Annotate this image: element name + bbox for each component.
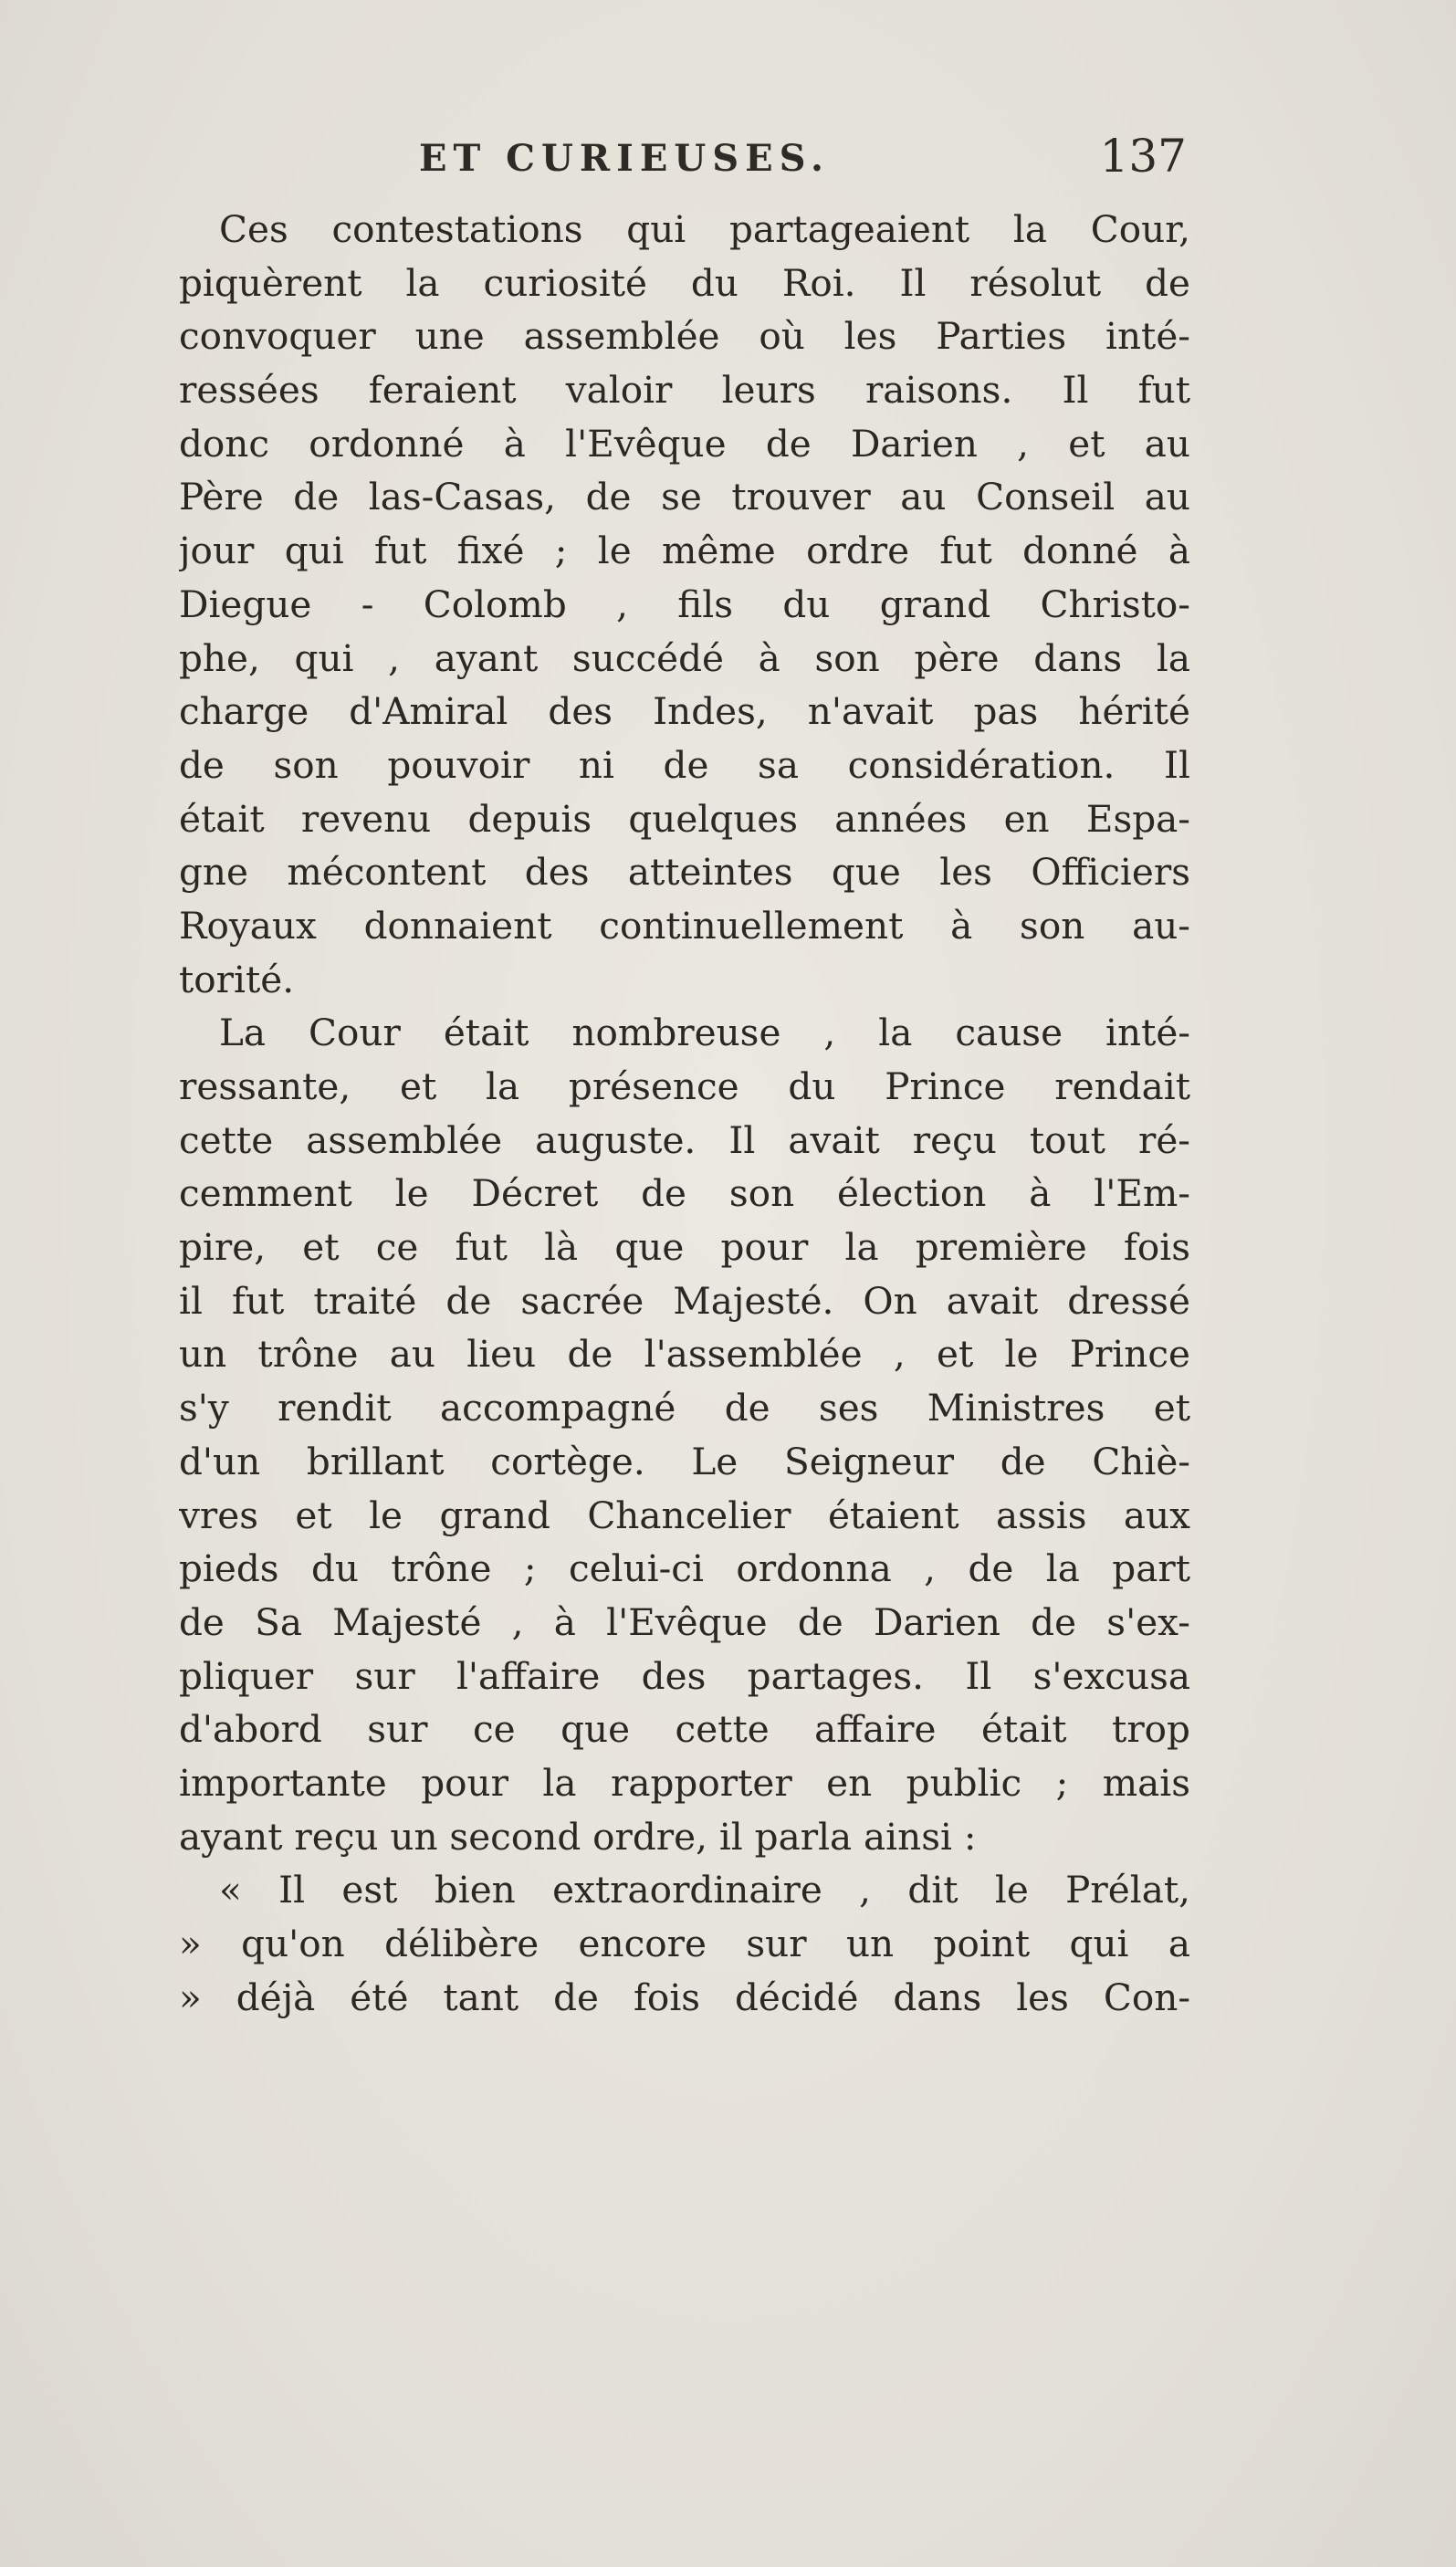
text-line: cette assemblée auguste. Il avait reçu tout ré- (179, 1117, 1190, 1162)
text-line: de son pouvoir ni de sa considération. Il (179, 742, 1190, 787)
text-line: » déjà été tant de fois décidé dans les Con- (179, 1975, 1190, 2019)
text-line: de Sa Majesté , à l'Evêque de Darien de s'ex- (179, 1599, 1190, 1644)
text-line: piquèrent la curiosité du Roi. Il résolut de (179, 260, 1190, 305)
text-line: Ces contestations qui partageaient la Cour, (219, 207, 1190, 251)
text-line: torité. (179, 957, 295, 1001)
text-line: convoquer une assemblée où les Parties inté- (179, 314, 1190, 359)
text-line: importante pour la rapporter en public ; mais (179, 1760, 1190, 1805)
text-line: gne mécontent des atteintes que les Officiers (179, 850, 1190, 895)
text-line: un trône au lieu de l'assemblée , et le Prince (179, 1332, 1190, 1377)
text-line: d'abord sur ce que cette affaire était trop (179, 1707, 1190, 1752)
text-line: jour qui fut fixé ; le même ordre fut donné à (179, 529, 1190, 573)
text-line: La Cour était nombreuse , la cause inté- (219, 1011, 1190, 1055)
text-line: ressées feraient valoir leurs raisons. Il fut (179, 368, 1190, 413)
text-line: charge d'Amiral des Indes, n'avait pas hérité (179, 689, 1190, 734)
text-line: Diegue - Colomb , fils du grand Christo- (179, 582, 1190, 626)
text-line: phe, qui , ayant succédé à son père dans la (179, 635, 1190, 680)
running-head: ET CURIEUSES. (419, 137, 830, 180)
text-line: il fut traité de sacrée Majesté. On avait dressé (179, 1278, 1190, 1323)
body-text (179, 203, 1190, 2024)
text-line: était revenu depuis quelques années en Espa- (179, 796, 1190, 841)
text-line: ressante, et la présence du Prince rendait (179, 1064, 1190, 1108)
text-line: d'un brillant cortège. Le Seigneur de Chiè- (179, 1439, 1190, 1483)
text-line: « Il est bien extraordinaire , dit le Prélat, (219, 1868, 1190, 1912)
text-line: pieds du trône ; celui-ci ordonna , de la part (179, 1546, 1190, 1591)
text-line: » qu'on délibère encore sur un point qui a (179, 1922, 1190, 1965)
text-line: pliquer sur l'affaire des partages. Il s'excusa (179, 1653, 1190, 1698)
text-line: donc ordonné à l'Evêque de Darien , et au (179, 421, 1190, 466)
text-line: pire, et ce fut là que pour la première fois (179, 1225, 1190, 1270)
text-line: cemment le Décret de son élection à l'Em- (179, 1171, 1190, 1216)
text-line: ayant reçu un second ordre, il parla ainsi : (179, 1814, 977, 1859)
text-line: Royaux donnaient continuellement à son au- (179, 903, 1190, 948)
page-header (179, 130, 1190, 192)
page-number: 137 (1099, 130, 1187, 183)
text-line: s'y rendit accompagné de ses Ministres et (179, 1386, 1190, 1430)
text-line: Père de las-Casas, de se trouver au Conseil au (179, 475, 1190, 519)
text-line: vres et le grand Chancelier étaient assis aux (179, 1493, 1190, 1537)
